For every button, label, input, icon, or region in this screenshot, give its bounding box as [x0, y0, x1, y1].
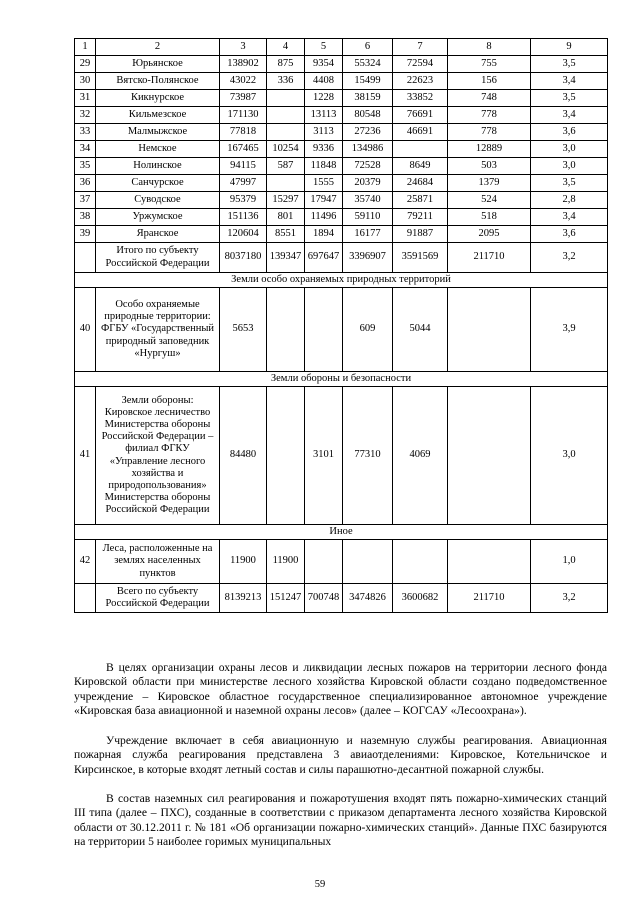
row-name: Суводское: [96, 192, 220, 209]
row-name: Нолинское: [96, 158, 220, 175]
table-cell: 76691: [393, 107, 448, 124]
header-cell: 6: [343, 39, 393, 56]
table-cell: 3,5: [531, 56, 608, 73]
table-cell: 35740: [343, 192, 393, 209]
table-cell: 25871: [393, 192, 448, 209]
row-number: 35: [75, 158, 96, 175]
row-number: 37: [75, 192, 96, 209]
table-cell: 20379: [343, 175, 393, 192]
table-cell: 3,2: [531, 584, 608, 613]
header-cell: 4: [267, 39, 305, 56]
row-name: Вятско-Полянское: [96, 73, 220, 90]
header-cell: 2: [96, 39, 220, 56]
subject-total-label: Итого по субъекту Российской Федерации: [96, 243, 220, 273]
table-cell: 3600682: [393, 584, 448, 613]
table-cell: 4408: [305, 73, 343, 90]
table-cell: 8037180: [220, 243, 267, 273]
table-cell: 700748: [305, 584, 343, 613]
header-cell: 5: [305, 39, 343, 56]
table-cell: 12889: [448, 141, 531, 158]
table-cell: [267, 107, 305, 124]
table-cell: [448, 387, 531, 525]
table-cell: 503: [448, 158, 531, 175]
table-row: [75, 192, 608, 209]
table-cell: 1555: [305, 175, 343, 192]
paragraph-text: Учреждение включает в себя авиационную и наземную службы реагирования. Авиационная пожарная служба реагирования представлена 3 авиаотделениями: Кировское, Котельничское и Кирсинское, в которые входят летный состав и силы парашютно-десантной пожарной службы.: [74, 734, 607, 776]
table-cell: 15499: [343, 73, 393, 90]
table-cell: 24684: [393, 175, 448, 192]
table-cell: [267, 387, 305, 525]
row-number: 31: [75, 90, 96, 107]
page-number: 59: [314, 879, 326, 890]
row-name: Леса, расположенные на землях населенных пунктов: [96, 540, 220, 584]
table-cell: 120604: [220, 226, 267, 243]
table-cell: [305, 540, 343, 584]
table-cell: 91887: [393, 226, 448, 243]
table-cell: 16177: [343, 226, 393, 243]
header-cell: 1: [75, 39, 96, 56]
row-name: Малмыжское: [96, 124, 220, 141]
table-cell: 778: [448, 107, 531, 124]
table-cell: 2095: [448, 226, 531, 243]
table-cell: 755: [448, 56, 531, 73]
section-row: [75, 525, 608, 540]
forest-fund-table: [74, 38, 608, 613]
table-cell: [393, 540, 448, 584]
table-cell: 609: [343, 288, 393, 372]
table-cell: 3101: [305, 387, 343, 525]
table-cell: 11900: [220, 540, 267, 584]
table-cell: 167465: [220, 141, 267, 158]
row-number: 29: [75, 56, 96, 73]
table-cell: 72594: [393, 56, 448, 73]
table-cell: 3,4: [531, 107, 608, 124]
row-name: Особо охраняемые природные территории: ФГБУ «Государственный природный заповедник «Нургуш»: [96, 288, 220, 372]
table-cell: 11496: [305, 209, 343, 226]
table-cell: 151136: [220, 209, 267, 226]
table-cell: 5044: [393, 288, 448, 372]
row-number: 32: [75, 107, 96, 124]
table-cell: [267, 288, 305, 372]
table-cell: [393, 141, 448, 158]
table-cell: 38159: [343, 90, 393, 107]
table-cell: 77310: [343, 387, 393, 525]
table-cell: 33852: [393, 90, 448, 107]
table-row: [75, 124, 608, 141]
table-cell: 27236: [343, 124, 393, 141]
table-cell: 3,9: [531, 288, 608, 372]
table-cell: 3474826: [343, 584, 393, 613]
table-cell: 77818: [220, 124, 267, 141]
table-row: [75, 288, 608, 372]
table-cell: [267, 175, 305, 192]
row-name: Земли обороны: Кировское лесничество Министерства обороны Российской Федерации – филиал ФГКУ «Управление лесного хозяйства и природопользования» Министерства обороны Российской Федерации: [96, 387, 220, 525]
table-cell: 156: [448, 73, 531, 90]
table-row: [75, 90, 608, 107]
table-row: [75, 540, 608, 584]
table-cell: 72528: [343, 158, 393, 175]
table-cell: 11848: [305, 158, 343, 175]
table-cell: 80548: [343, 107, 393, 124]
table-cell: [448, 288, 531, 372]
table-cell: 47997: [220, 175, 267, 192]
table-cell: 3113: [305, 124, 343, 141]
table-cell: 8551: [267, 226, 305, 243]
table-cell: 11900: [267, 540, 305, 584]
table-cell: [267, 124, 305, 141]
table-row: [75, 209, 608, 226]
row-number: 34: [75, 141, 96, 158]
table-cell: 518: [448, 209, 531, 226]
table-cell: 5653: [220, 288, 267, 372]
row-number: 33: [75, 124, 96, 141]
row-number: 41: [75, 387, 96, 525]
paragraph-ground-forces: [74, 792, 607, 850]
paragraph-text: В целях организации охраны лесов и ликвидации лесных пожаров на территории лесного фонда Кировской области при министерстве лесного хозяйства Кировской области создано подведомственное учреждение – Кировское областное государственное специализированное автономное учреждение «Кировская база авиационной и наземной охраны лесов» (далее – КОГСАУ «Лесоохрана»).: [74, 661, 607, 718]
section-defense-title: Земли обороны и безопасности: [75, 372, 608, 387]
table-cell: 3591569: [393, 243, 448, 273]
table-cell: 524: [448, 192, 531, 209]
table-cell: 13113: [305, 107, 343, 124]
table-cell: 8649: [393, 158, 448, 175]
table-cell: 697647: [305, 243, 343, 273]
table-cell: 336: [267, 73, 305, 90]
table-cell: 17947: [305, 192, 343, 209]
table-cell: 8139213: [220, 584, 267, 613]
table-cell: 1228: [305, 90, 343, 107]
table-cell: 3,0: [531, 158, 608, 175]
table-cell: 801: [267, 209, 305, 226]
table-row: [75, 56, 608, 73]
table-cell: 4069: [393, 387, 448, 525]
table-cell: 3,0: [531, 141, 608, 158]
table-cell: 10254: [267, 141, 305, 158]
table-cell: 59110: [343, 209, 393, 226]
table-row: [75, 387, 608, 525]
table-row: [75, 73, 608, 90]
table-cell: 46691: [393, 124, 448, 141]
header-cell: 3: [220, 39, 267, 56]
table-cell: 587: [267, 158, 305, 175]
table-cell: 84480: [220, 387, 267, 525]
paragraph-text: В состав наземных сил реагирования и пожаротушения входят пять пожарно-химических станций III типа (далее – ПХС), созданные в соответствии с приказом департамента лесного хозяйства Кировской области от 30.12.2011 г. № 181 «Об организации пожарно-химических станций». Данные ПХС базируются на территории 5 наиболее горимых муниципальных: [74, 792, 607, 849]
row-name: Немское: [96, 141, 220, 158]
section-row: [75, 273, 608, 288]
section-protected-title: Земли особо охраняемых природных территорий: [75, 273, 608, 288]
table-cell: 1379: [448, 175, 531, 192]
subject-total-row: [75, 243, 608, 273]
table-cell: 55324: [343, 56, 393, 73]
table-row: [75, 107, 608, 124]
table-row: [75, 226, 608, 243]
table-cell: 211710: [448, 243, 531, 273]
table-cell: 1894: [305, 226, 343, 243]
table-cell: 9354: [305, 56, 343, 73]
row-name: Санчурское: [96, 175, 220, 192]
table-row: [75, 141, 608, 158]
table-cell: 171130: [220, 107, 267, 124]
paragraph-aviation-service: [74, 734, 607, 777]
table-cell: 15297: [267, 192, 305, 209]
table-cell: 3,2: [531, 243, 608, 273]
table-cell: 22623: [393, 73, 448, 90]
table-cell: 94115: [220, 158, 267, 175]
row-name: Уржумское: [96, 209, 220, 226]
paragraph-lesookhrana: [74, 661, 607, 719]
table-cell: 73987: [220, 90, 267, 107]
table-cell: 778: [448, 124, 531, 141]
table-cell: 134986: [343, 141, 393, 158]
row-name: Юрьянское: [96, 56, 220, 73]
grand-total-row: [75, 584, 608, 613]
table-cell: 3,6: [531, 226, 608, 243]
table-cell: 2,8: [531, 192, 608, 209]
table-cell: 3,5: [531, 175, 608, 192]
row-name: Яранское: [96, 226, 220, 243]
table-cell: 1,0: [531, 540, 608, 584]
table-cell: 3,0: [531, 387, 608, 525]
table-cell: 3,6: [531, 124, 608, 141]
header-cell: 9: [531, 39, 608, 56]
row-name: Кикнурское: [96, 90, 220, 107]
table-cell: 3396907: [343, 243, 393, 273]
table-cell: 95379: [220, 192, 267, 209]
row-number: 40: [75, 288, 96, 372]
row-number: 39: [75, 226, 96, 243]
table-row: [75, 175, 608, 192]
table-cell: 211710: [448, 584, 531, 613]
section-row: [75, 372, 608, 387]
table-cell: 3,5: [531, 90, 608, 107]
table-row: [75, 158, 608, 175]
table-cell: [305, 288, 343, 372]
header-row: [75, 39, 608, 56]
section-other-title: Иное: [75, 525, 608, 540]
row-number: 42: [75, 540, 96, 584]
table-cell: 138902: [220, 56, 267, 73]
table-cell: 3,4: [531, 73, 608, 90]
table-cell: 139347: [267, 243, 305, 273]
row-number: 30: [75, 73, 96, 90]
table-cell: 875: [267, 56, 305, 73]
table-cell: 3,4: [531, 209, 608, 226]
table-cell: [343, 540, 393, 584]
table-cell: 9336: [305, 141, 343, 158]
row-name: Кильмезское: [96, 107, 220, 124]
header-cell: 7: [393, 39, 448, 56]
grand-total-label: Всего по субъекту Российской Федерации: [96, 584, 220, 613]
table-cell: 43022: [220, 73, 267, 90]
table-cell: [267, 90, 305, 107]
table-cell: 748: [448, 90, 531, 107]
row-number: 38: [75, 209, 96, 226]
table-cell: 151247: [267, 584, 305, 613]
row-number: 36: [75, 175, 96, 192]
table-cell: 79211: [393, 209, 448, 226]
table-cell: [448, 540, 531, 584]
header-cell: 8: [448, 39, 531, 56]
